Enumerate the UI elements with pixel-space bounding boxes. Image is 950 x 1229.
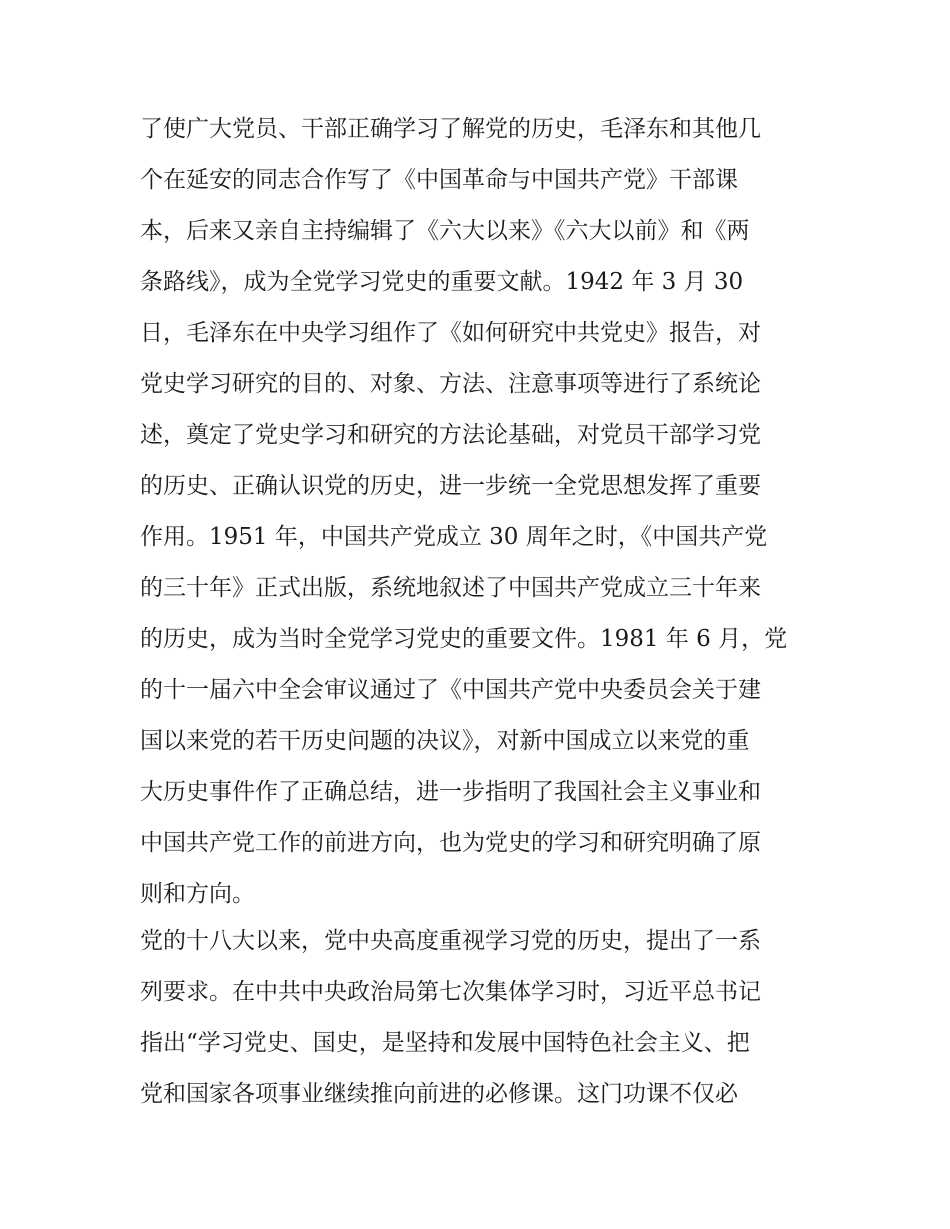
text-line: 党史学习研究的目的、对象、方法、注意事项等进行了系统论 <box>140 371 761 397</box>
text-line: 条路线》，成为全党学习党史的重要文献。1942 年 3 月 30 <box>140 269 744 295</box>
text-line: 大历史事件作了正确总结，进一步指明了我国社会主义事业和 <box>140 779 761 805</box>
text-line: 中国共产党工作的前进方向，也为党史的学习和研究明确了原 <box>140 830 761 856</box>
text-line: 的历史，成为当时全党学习党史的重要文件。1981 年 6 月，党 <box>140 626 788 652</box>
text-line: 述，奠定了党史学习和研究的方法论基础，对党员干部学习党 <box>140 422 761 448</box>
text-line: 的三十年》正式出版，系统地叙述了中国共产党成立三十年来 <box>140 575 761 601</box>
text-line: 列要求。在中共中央政治局第七次集体学习时，习近平总书记 <box>140 979 761 1005</box>
text-line: 的历史、正确认识党的历史，进一步统一全党思想发挥了重要 <box>140 473 761 499</box>
text-line: 日，毛泽东在中央学习组作了《如何研究中共党史》报告，对 <box>140 320 761 346</box>
text-line: 党和国家各项事业继续推向前进的必修课。这门功课不仅必 <box>140 1081 738 1107</box>
text-line: 个在延安的同志合作写了《中国革命与中国共产党》干部课 <box>140 167 738 193</box>
text-line: 本，后来又亲自主持编辑了《六大以来》《六大以前》和《两 <box>140 218 750 244</box>
text-line: 国以来党的若干历史问题的决议》，对新中国成立以来党的重 <box>140 728 750 754</box>
text-line: 指出“学习党史、国史，是坚持和发展中国特色社会主义、把 <box>140 1030 750 1056</box>
text-line: 作用。1951 年，中国共产党成立 30 周年之时，《中国共产党 <box>140 524 768 550</box>
text-line: 党的十八大以来，党中央高度重视学习党的历史，提出了一系 <box>140 928 761 954</box>
text-line: 了使广大党员、干部正确学习了解党的历史，毛泽东和其他几 <box>140 116 761 142</box>
text-line: 的十一届六中全会审议通过了《中国共产党中央委员会关于建 <box>140 677 761 703</box>
text-line: 则和方向。 <box>140 881 255 907</box>
